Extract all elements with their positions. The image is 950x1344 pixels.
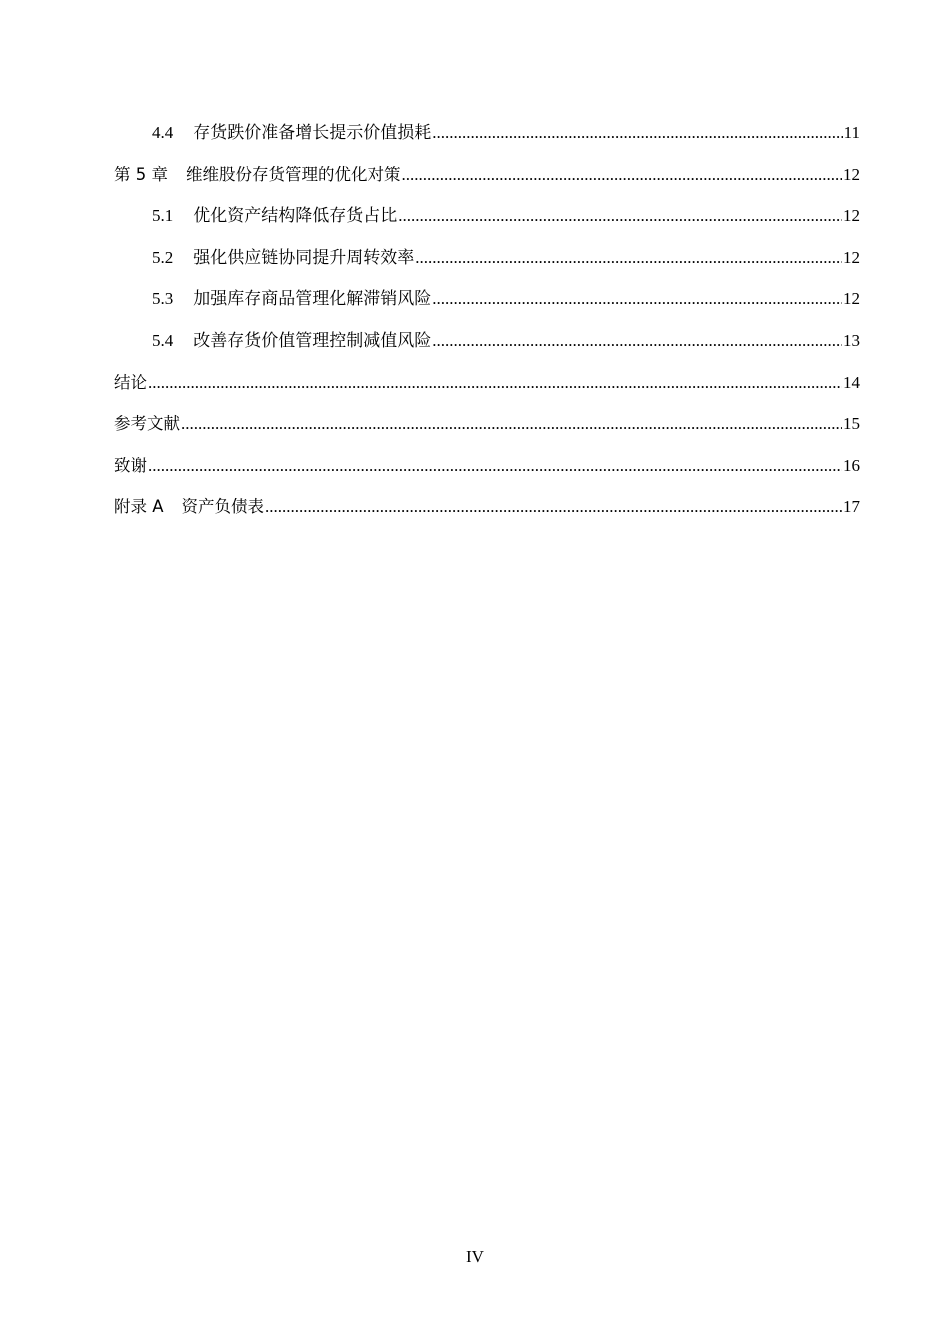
toc-entry-label <box>152 114 431 152</box>
dot-leader <box>402 156 843 194</box>
dot-leader <box>181 405 842 443</box>
toc-entry-label <box>114 405 180 443</box>
toc-entry-page: 13 <box>843 330 860 350</box>
toc-entry-acknowledgements[interactable] <box>114 447 860 489</box>
toc-entry-page: 14 <box>843 372 860 392</box>
toc-entry-label <box>114 156 401 194</box>
toc-entry-5-1[interactable] <box>114 197 860 239</box>
toc-entry-page: 12 <box>843 164 860 184</box>
toc-entry-label <box>152 322 431 360</box>
toc-entry-5-3[interactable] <box>114 280 860 322</box>
toc-entry-page: 11 <box>843 123 860 142</box>
toc-entry-4-4[interactable] <box>114 114 860 156</box>
toc-entry-label <box>114 364 147 402</box>
table-of-contents <box>114 114 860 530</box>
toc-entry-number: 4.4 <box>152 123 174 142</box>
dot-leader <box>432 322 842 360</box>
toc-entry-label <box>152 197 397 235</box>
toc-entry-title: 存货跌价准备增长提示价值损耗 <box>193 123 432 142</box>
dot-leader <box>415 239 842 277</box>
dot-leader <box>148 364 842 402</box>
toc-entry-references[interactable] <box>114 405 860 447</box>
dot-leader <box>432 280 842 318</box>
toc-entry-title: 改善存货价值管理控制减值风险 <box>193 330 432 350</box>
toc-entry-title: 强化供应链协同提升周转效率 <box>193 247 415 267</box>
toc-entry-page: 12 <box>843 206 860 226</box>
toc-entry-title: 致谢 <box>114 455 147 475</box>
toc-entry-number: 5.2 <box>152 247 174 267</box>
dot-leader <box>148 447 842 485</box>
toc-entry-page: 15 <box>843 414 860 434</box>
toc-entry-page: 12 <box>843 247 860 267</box>
toc-entry-title: 参考文献 <box>114 414 180 434</box>
dot-leader <box>432 114 842 152</box>
toc-entry-number: 5.1 <box>152 206 174 226</box>
toc-entry-number: 5.3 <box>152 289 174 309</box>
toc-entry-page: 16 <box>843 455 860 475</box>
toc-entry-label <box>152 239 414 277</box>
toc-entry-label <box>114 488 264 526</box>
toc-entry-number: 第 5 章 <box>114 164 168 184</box>
toc-entry-chapter-5[interactable] <box>114 156 860 198</box>
page-number: IV <box>466 1247 484 1266</box>
toc-entry-title: 结论 <box>114 372 147 392</box>
toc-entry-title: 维维股份存货管理的优化对策 <box>186 164 401 184</box>
toc-entry-number: 5.4 <box>152 330 174 350</box>
toc-entry-page: 17 <box>843 497 860 517</box>
toc-entry-5-4[interactable] <box>114 322 860 364</box>
dot-leader <box>265 488 842 526</box>
toc-entry-label <box>152 280 431 318</box>
toc-entry-appendix-a[interactable] <box>114 488 860 530</box>
toc-entry-number: 附录 A <box>114 497 164 517</box>
toc-entry-5-2[interactable] <box>114 239 860 281</box>
toc-entry-conclusion[interactable] <box>114 364 860 406</box>
toc-entry-page: 12 <box>843 289 860 309</box>
toc-entry-label <box>114 447 147 485</box>
toc-entry-title: 优化资产结构降低存货占比 <box>193 206 398 226</box>
toc-entry-title: 资产负债表 <box>181 497 265 517</box>
dot-leader <box>398 197 842 235</box>
toc-entry-title: 加强库存商品管理化解滞销风险 <box>193 289 432 309</box>
